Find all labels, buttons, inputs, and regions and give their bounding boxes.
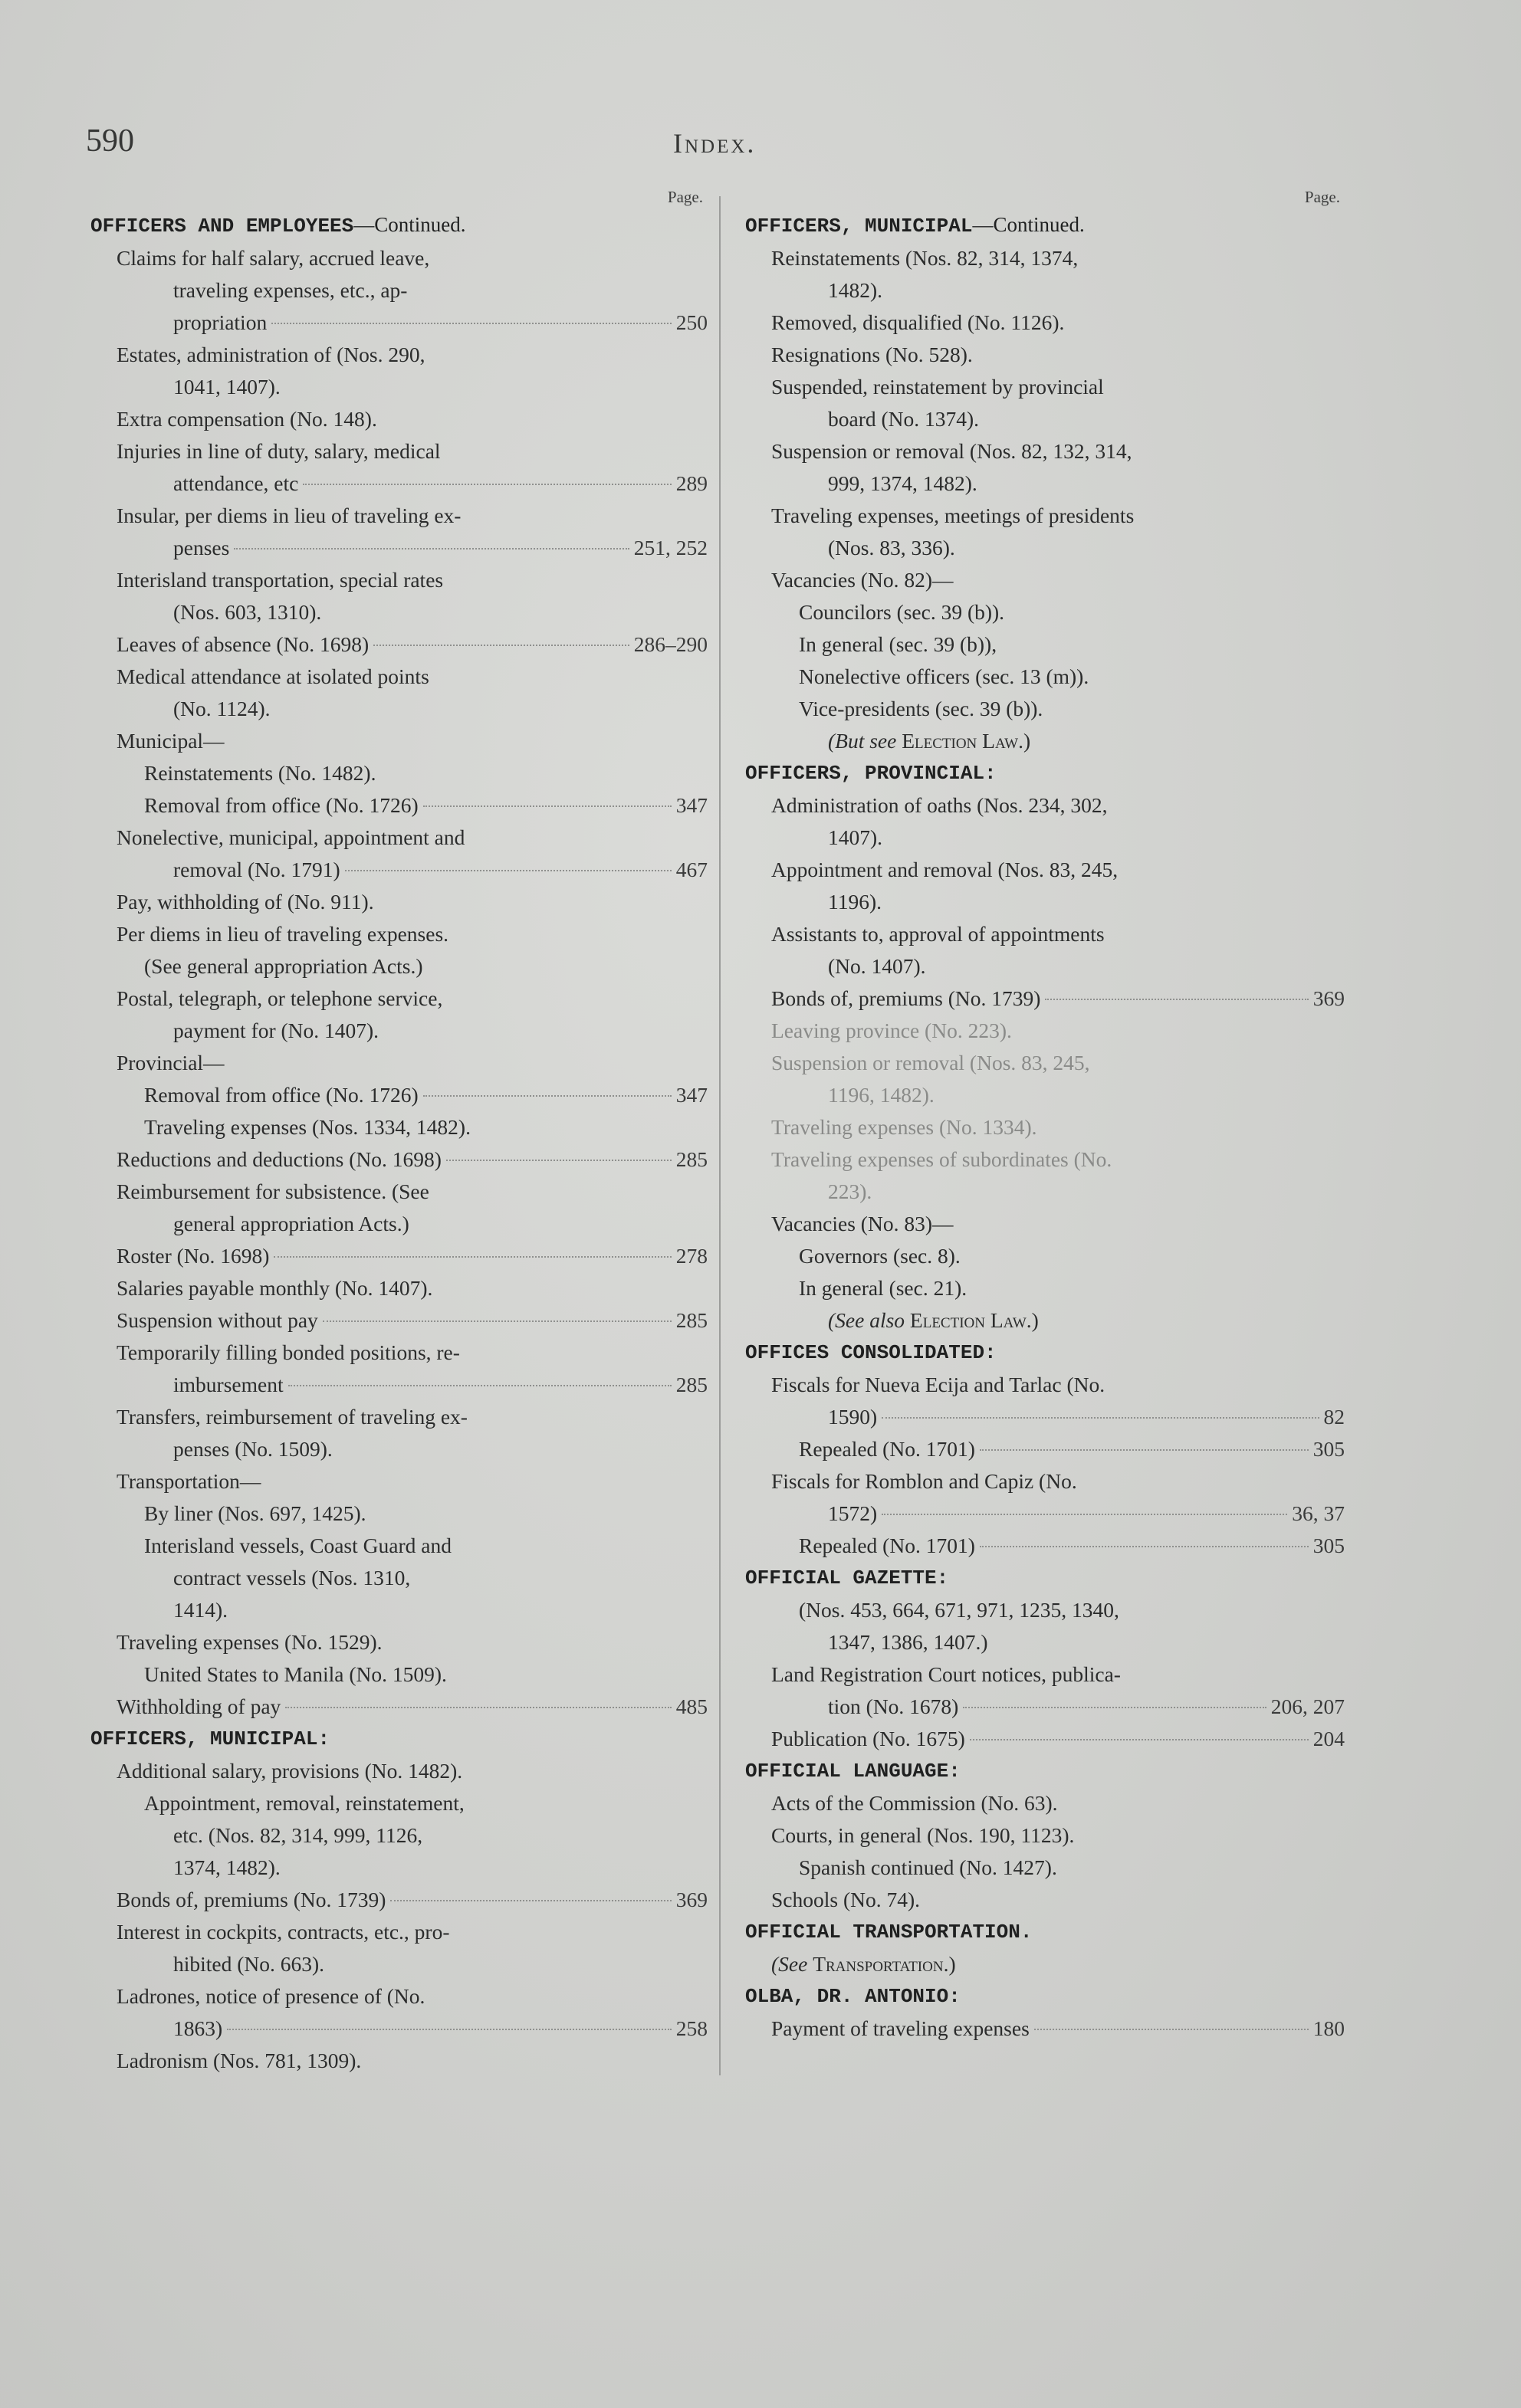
index-entry: Estates, administration of (Nos. 290, [117,343,425,366]
cross-reference: (See Transportation.) [771,1952,956,1976]
index-entry: Leaves of absence (No. 1698) 286–290 [117,632,708,656]
index-subentry: Repealed (No. 1701) 305 [799,1534,1345,1557]
index-entry-cont: traveling expenses, etc., ap- [173,278,408,302]
index-heading: OFFICERS, MUNICIPAL: [90,1727,330,1750]
index-entry: Publication (No. 1675) 204 [771,1727,1345,1750]
index-entry: Ladrones, notice of presence of (No. [117,1984,425,2008]
index-entry: Provincial— [117,1051,225,1074]
index-entry: Claims for half salary, accrued leave, [117,246,430,270]
index-entry: Transportation— [117,1469,261,1493]
index-entry: Reductions and deductions (No. 1698) 285 [117,1147,708,1171]
page-column-label: Page. [667,188,703,206]
index-entry-cont: 1196, 1482). [828,1083,935,1107]
index-heading: OLBA, DR. ANTONIO: [745,1985,961,2008]
index-entry: Acts of the Commission (No. 63). [771,1791,1058,1815]
page-column-label: Page. [1304,188,1340,206]
index-entry-cont: (See general appropriation Acts.) [144,954,423,978]
index-entry-cont: (Nos. 83, 336). [828,536,955,559]
index-entry-cont: imbursement 285 [173,1373,708,1396]
index-subentry: In general (sec. 39 (b)), [799,632,997,656]
left-column [90,185,708,2077]
index-entry: Roster (No. 1698) 278 [117,1244,708,1268]
index-heading: OFFICERS, MUNICIPAL—Continued. [745,213,1085,238]
index-entry: Fiscals for Nueva Ecija and Tarlac (No. [771,1373,1105,1396]
index-entry: Suspension or removal (Nos. 83, 245, [771,1051,1090,1074]
index-entry: Salaries payable monthly (No. 1407). [117,1276,433,1300]
index-entry-cont: removal (No. 1791) 467 [173,858,708,881]
index-heading: OFFICIAL LANGUAGE: [745,1760,961,1783]
index-entry: Appointment, removal, reinstatement, [144,1791,465,1815]
index-subentry: Removal from office (No. 1726) 347 [144,793,708,817]
index-entry: Appointment and removal (Nos. 83, 245, [771,858,1119,881]
index-subentry: Interisland vessels, Coast Guard and [144,1534,452,1557]
index-entry: (Nos. 453, 664, 671, 971, 1235, 1340, [799,1598,1119,1622]
index-entry-cont: payment for (No. 1407). [173,1019,379,1042]
index-entry-cont: (No. 1124). [173,697,271,720]
index-entry: Bonds of, premiums (No. 1739) 369 [771,986,1345,1010]
index-entry-cont: etc. (Nos. 82, 314, 999, 1126, [173,1823,423,1847]
index-entry: Schools (No. 74). [771,1888,921,1911]
index-entry: Pay, withholding of (No. 911). [117,890,374,914]
index-heading: OFFICES CONSOLIDATED: [745,1341,997,1364]
index-entry-cont: (No. 1407). [828,954,926,978]
cross-reference: (See also Election Law.) [828,1308,1039,1332]
index-entry: Reinstatements (Nos. 82, 314, 1374, [771,246,1079,270]
index-entry: Transfers, reimbursement of traveling ex- [117,1405,468,1429]
index-entry: Assistants to, approval of appointments [771,922,1105,946]
index-subentry: Reinstatements (No. 1482). [144,761,376,785]
index-entry-cont: 1482). [828,278,883,302]
index-entry-cont: attendance, etc 289 [173,471,708,495]
index-entry-cont: 1407). [828,825,883,849]
index-entry-cont: 1572) 36, 37 [828,1501,1345,1525]
index-entry-cont: 1196). [828,890,882,914]
index-entry-cont: penses (No. 1509). [173,1437,333,1461]
index-entry: Suspension or removal (Nos. 82, 132, 314, [771,439,1132,463]
index-entry-cont: 1347, 1386, 1407.) [828,1630,988,1654]
index-entry-cont: tion (No. 1678) 206, 207 [828,1694,1345,1718]
index-entry: Injuries in line of duty, salary, medical [117,439,441,463]
index-entry: Additional salary, provisions (No. 1482). [117,1759,463,1783]
index-entry: Interisland transportation, special rates [117,568,444,592]
index-entry: Courts, in general (Nos. 190, 1123). [771,1823,1075,1847]
index-entry: Municipal— [117,729,225,753]
index-heading: OFFICERS AND EMPLOYEES—Continued. [90,213,466,238]
index-entry: Vacancies (No. 82)— [771,568,954,592]
index-entry-cont: contract vessels (Nos. 1310, [173,1566,411,1589]
index-subentry: United States to Manila (No. 1509). [144,1662,447,1686]
index-entry-cont: 1041, 1407). [173,375,281,399]
index-entry: Fiscals for Romblon and Capiz (No. [771,1469,1077,1493]
cross-reference: (But see Election Law.) [828,729,1031,753]
right-column [745,185,1345,2045]
index-entry: Nonelective, municipal, appointment and [117,825,465,849]
index-entry-cont: propriation 250 [173,310,708,334]
index-entry: Temporarily filling bonded positions, re- [117,1340,460,1364]
index-entry-cont: 1374, 1482). [173,1855,281,1879]
index-subentry: In general (sec. 21). [799,1276,967,1300]
index-entry: Removed, disqualified (No. 1126). [771,310,1065,334]
index-entry: Resignations (No. 528). [771,343,973,366]
index-entry-cont: penses 251, 252 [173,536,708,559]
index-subentry: Traveling expenses (Nos. 1334, 1482). [144,1115,471,1139]
index-entry-cont: 999, 1374, 1482). [828,471,977,495]
index-heading: OFFICIAL TRANSPORTATION. [745,1921,1033,1944]
index-entry: Traveling expenses, meetings of presidents [771,504,1135,527]
index-subentry: Councilors (sec. 39 (b)). [799,600,1005,624]
index-entry: Insular, per diems in lieu of traveling ex- [117,504,462,527]
index-entry-cont: 1863) 258 [173,2016,708,2040]
index-subentry: Vice-presidents (sec. 39 (b)). [799,697,1043,720]
index-entry: Interest in cockpits, contracts, etc., pro- [117,1920,450,1944]
index-entry: Vacancies (No. 83)— [771,1212,954,1235]
index-heading: OFFICERS, PROVINCIAL: [745,762,997,785]
index-entry: Leaving province (No. 223). [771,1019,1012,1042]
running-head: Index. [673,128,757,159]
column-rule [719,196,721,2075]
index-subentry: Governors (sec. 8). [799,1244,961,1268]
page-number: 590 [86,123,134,159]
index-entry: Medical attendance at isolated points [117,664,429,688]
index-entry-cont: 1414). [173,1598,228,1622]
index-entry: Suspended, reinstatement by provincial [771,375,1104,399]
index-entry: Withholding of pay 485 [117,1694,708,1718]
index-subentry: Spanish continued (No. 1427). [799,1855,1057,1879]
index-entry: Extra compensation (No. 148). [117,407,377,431]
index-entry: Traveling expenses (No. 1529). [117,1630,383,1654]
index-entry: Land Registration Court notices, publica- [771,1662,1121,1686]
index-entry: Suspension without pay 285 [117,1308,708,1332]
index-entry: Per diems in lieu of traveling expenses. [117,922,449,946]
index-entry: Payment of traveling expenses 180 [771,2016,1345,2040]
index-heading: OFFICIAL GAZETTE: [745,1567,949,1589]
index-entry-cont: 223). [828,1179,872,1203]
index-entry: Ladronism (Nos. 781, 1309). [117,2049,362,2072]
index-subentry: Repealed (No. 1701) 305 [799,1437,1345,1461]
index-entry-cont: 1590) 82 [828,1405,1345,1429]
index-entry: Traveling expenses of subordinates (No. [771,1147,1112,1171]
index-subentry: By liner (Nos. 697, 1425). [144,1501,366,1525]
index-entry-cont: board (No. 1374). [828,407,980,431]
index-entry-cont: hibited (No. 663). [173,1952,325,1976]
index-entry-cont: general appropriation Acts.) [173,1212,409,1235]
index-subentry: Removal from office (No. 1726) 347 [144,1083,708,1107]
index-entry: Traveling expenses (No. 1334). [771,1115,1037,1139]
index-subentry: Nonelective officers (sec. 13 (m)). [799,664,1089,688]
index-entry: Reimbursement for subsistence. (See [117,1179,429,1203]
index-entry-cont: (Nos. 603, 1310). [173,600,322,624]
index-entry: Administration of oaths (Nos. 234, 302, [771,793,1108,817]
index-entry: Postal, telegraph, or telephone service, [117,986,443,1010]
index-entry: Bonds of, premiums (No. 1739) 369 [117,1888,708,1911]
